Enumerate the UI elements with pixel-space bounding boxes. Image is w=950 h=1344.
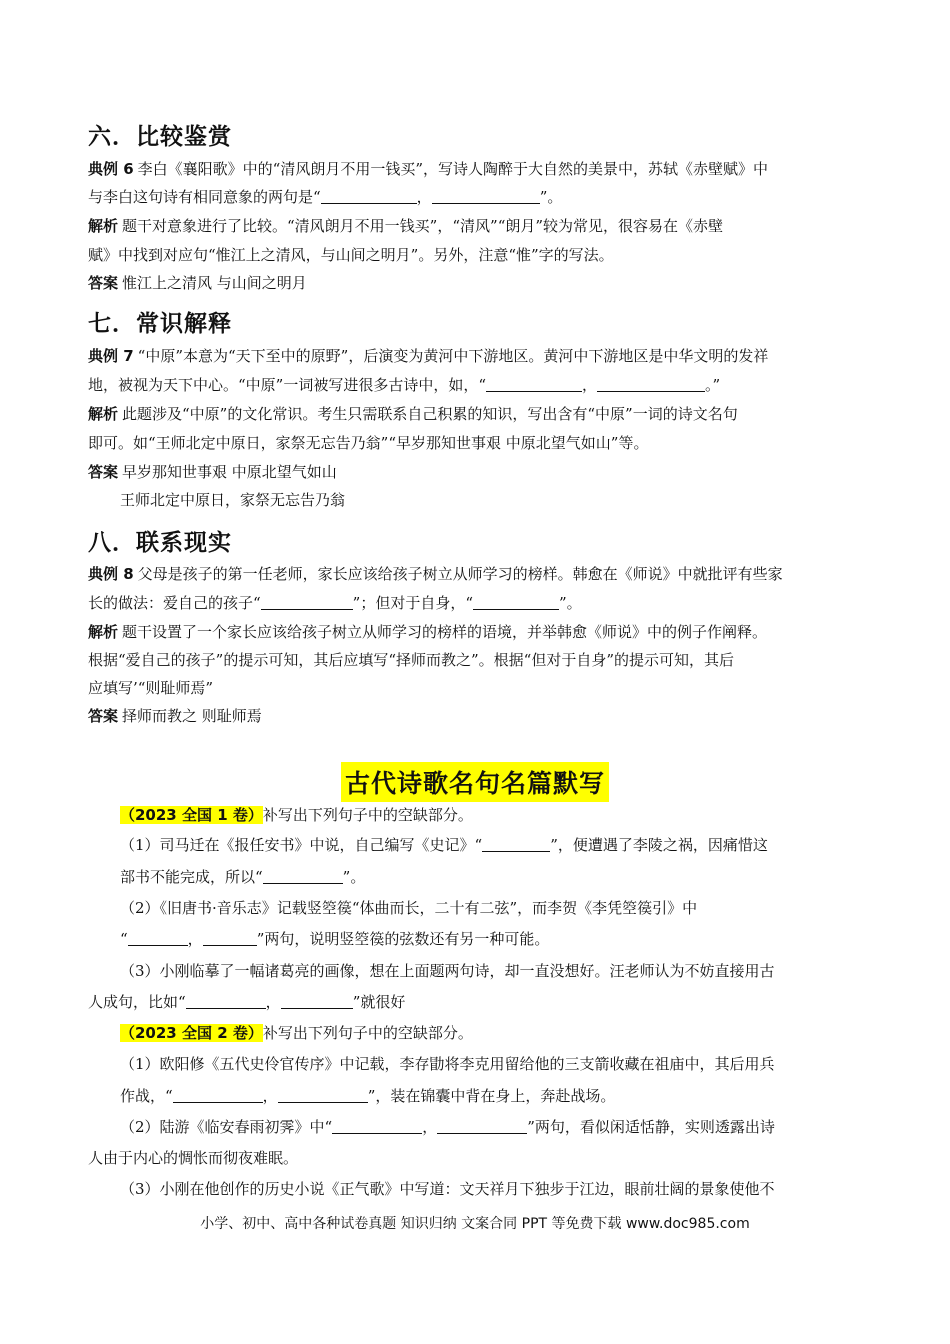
section-heading-7: 七．常识解释 (88, 311, 232, 337)
analysis-6-line-2: 赋》中找到对应句“惟江上之清风，与山间之明月”。另外，注意“惟”字的写法。 (88, 246, 614, 264)
example-6-line-1: 典例 6 李白《襄阳歌》中的“清风朗月不用一钱买”，写诗人陶醉于大自然的美景中，苏轼《赤壁赋》中 (88, 160, 769, 178)
q2-part1-line-2: 作战，“ ， ”，装在锦囊中背在身上，奔赴战场。 (120, 1087, 616, 1105)
q2-part2-line-2: 人由于内心的惆怅而彻夜难眠。 (88, 1149, 299, 1167)
q1-part3-line-2: 人成句，比如“ ， ”就很好 (88, 993, 406, 1011)
q1-part1-line-2: 部书不能完成，所以“ ”。 (120, 868, 366, 886)
fill-blank[interactable] (186, 993, 266, 1009)
fill-blank[interactable] (437, 1118, 527, 1134)
example-7-line-1: 典例 7 “中原”本意为“天下至中的原野”，后演变为黄河中下游地区。黄河中下游地区是中华文明的发祥 (88, 347, 769, 365)
fill-blank[interactable] (482, 836, 550, 852)
q1-part1-line-1: （1）司马迁在《报任安书》中说，自己编写《史记》“ ”，便遭遇了李陵之祸，因痛惜这 (120, 836, 768, 854)
analysis-label: 解析 (88, 405, 119, 423)
q1-part2-line-1: （2）《旧唐书·音乐志》记载竖箜篌“体曲而长，二十有二弦”，而李贺《李凭箜篌引》中 (120, 899, 698, 917)
answer-7-line-1: 答案 早岁那知世事艰 中原北望气如山 (88, 463, 337, 481)
fill-blank[interactable] (281, 993, 353, 1009)
fill-blank[interactable] (486, 376, 582, 392)
fill-blank[interactable] (128, 930, 188, 946)
analysis-7-line-2: 即可。如“王师北定中原日，家祭无忘告乃翁”“早岁那知世事艰 中原北望气如山”等。 (88, 434, 649, 452)
fill-blank[interactable] (332, 1118, 422, 1134)
section-heading-8: 八．联系现实 (88, 530, 232, 556)
answer-6: 答案 惟江上之清风 与山间之明月 (88, 274, 307, 292)
example-6-line-2: 与李白这句诗有相同意象的两句是“ ， ”。 (88, 188, 563, 206)
fill-blank[interactable] (203, 930, 257, 946)
fill-blank[interactable] (597, 376, 705, 392)
analysis-label: 解析 (88, 217, 119, 235)
section-title: 古代诗歌名句名篇默写 (0, 762, 950, 802)
q1-part2-line-2: “ ， ”两句，说明竖箜篌的弦数还有另一种可能。 (120, 930, 550, 948)
answer-label: 答案 (88, 707, 119, 725)
fill-blank[interactable] (263, 868, 343, 884)
example-label: 典例 8 (88, 565, 134, 583)
question-1-intro: （2023 全国 1 卷）补写出下列句子中的空缺部分。 (120, 806, 473, 824)
analysis-8-line-2: 根据“爱自己的孩子”的提示可知，其后应填写“择师而教之”。根据“但对于自身”的提示可知，其后 (88, 651, 735, 669)
answer-7-line-2: 王师北定中原日，家祭无忘告乃翁 (120, 491, 346, 509)
fill-blank[interactable] (473, 594, 559, 610)
example-label: 典例 7 (88, 347, 134, 365)
fill-blank[interactable] (432, 188, 540, 204)
q2-part3-line-1: （3）小刚在他创作的历史小说《正气歌》中写道：文天祥月下独步于江边，眼前壮阔的景象使他不 (120, 1180, 775, 1198)
question-source: （2023 全国 2 卷） (120, 1024, 263, 1042)
example-7-line-2: 地，被视为天下中心。“中原”一词被写进很多古诗中，如，“ ， 。” (88, 376, 721, 394)
q2-part2-line-1: （2）陆游《临安春雨初霁》中“ ， ”两句，看似闲适恬静，实则透露出诗 (120, 1118, 775, 1136)
q1-part3-line-1: （3）小刚临摹了一幅诸葛亮的画像，想在上面题两句诗，却一直没想好。汪老师认为不妨直接用古 (120, 962, 775, 980)
fill-blank[interactable] (278, 1087, 368, 1103)
question-source: （2023 全国 1 卷） (120, 806, 263, 824)
analysis-8-line-1: 解析 题干设置了一个家长应该给孩子树立从师学习的榜样的语境，并举韩愈《师说》中的例子作阐释。 (88, 623, 768, 641)
example-label: 典例 6 (88, 160, 134, 178)
q2-part1-line-1: （1）欧阳修《五代史伶官传序》中记载，李存勖将李克用留给他的三支箭收藏在祖庙中，其后用兵 (120, 1055, 775, 1073)
example-8-line-1: 典例 8 父母是孩子的第一任老师，家长应该给孩子树立从师学习的榜样。韩愈在《师说》中就批评有些家 (88, 565, 783, 583)
answer-8: 答案 择师而教之 则耻师焉 (88, 707, 262, 725)
fill-blank[interactable] (173, 1087, 263, 1103)
fill-blank[interactable] (321, 188, 417, 204)
fill-blank[interactable] (261, 594, 353, 610)
section-heading-6: 六．比较鉴赏 (88, 124, 232, 150)
analysis-7-line-1: 解析 此题涉及“中原”的文化常识。考生只需联系自己积累的知识，写出含有“中原”一词的诗文名句 (88, 405, 738, 423)
answer-label: 答案 (88, 274, 119, 292)
question-2-intro: （2023 全国 2 卷）补写出下列句子中的空缺部分。 (120, 1024, 473, 1042)
answer-label: 答案 (88, 463, 119, 481)
analysis-label: 解析 (88, 623, 119, 641)
analysis-6-line-1: 解析 题干对意象进行了比较。“清风朗月不用一钱买”，“清风”“朗月”较为常见，很容易在《赤壁 (88, 217, 724, 235)
analysis-8-line-3: 应填写’“则耻师焉” (88, 679, 214, 697)
example-8-line-2: 长的做法：爱自己的孩子“ ”；但对于自身，“ ”。 (88, 594, 582, 612)
page-footer: 小学、初中、高中各种试卷真题 知识归纳 文案合同 PPT 等免费下载 www.doc985.com (200, 1216, 750, 1232)
